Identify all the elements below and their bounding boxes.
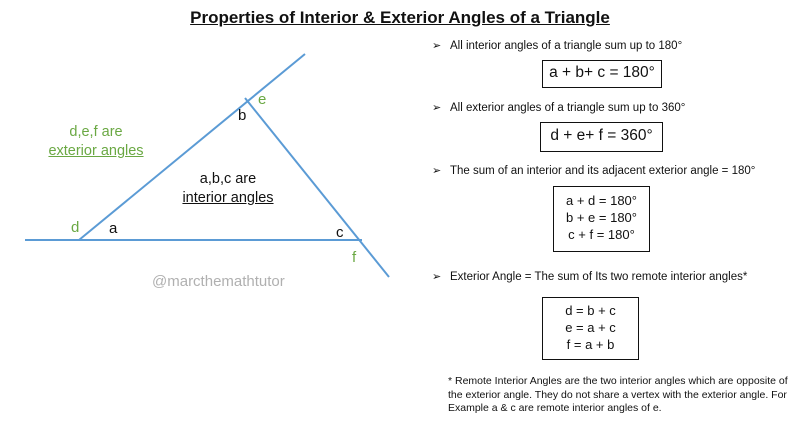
arrow-bullet-icon: ➢ <box>432 40 442 52</box>
interior-note-line2: interior angles <box>182 190 274 206</box>
footnote: * Remote Interior Angles are the two interior angles which are opposite of the exterior angle. They do not share a vertex with the exterior angle. For Example a & c are remote interior angles of e. <box>448 375 788 414</box>
angle-b-label: b <box>238 107 247 124</box>
angle-f-label: f <box>352 249 357 266</box>
formula-line: d + e+ f = 360° <box>550 127 653 144</box>
interior-note-line1: a,b,c are <box>199 171 257 187</box>
angle-c-label: c <box>336 224 344 241</box>
formula-box-1 <box>542 60 662 88</box>
arrow-bullet-icon: ➢ <box>432 102 442 114</box>
exterior-note-line2: exterior angles <box>48 143 144 159</box>
formula-line: e = a + c <box>565 320 616 335</box>
formula-box-4 <box>542 297 639 360</box>
property-1 <box>432 39 682 52</box>
formula-line: c + f = 180° <box>568 227 635 242</box>
formula-line: f = a + b <box>566 337 615 352</box>
angle-e-label: e <box>258 91 267 108</box>
property-4-text: Exterior Angle = The sum of Its two remote interior angles* <box>450 270 748 283</box>
property-2 <box>432 101 685 114</box>
formula-line: b + e = 180° <box>566 210 637 225</box>
interior-angles-note <box>170 170 286 208</box>
angle-a-label: a <box>109 220 118 237</box>
property-3-text: The sum of an interior and its adjacent exterior angle = 180° <box>450 164 756 177</box>
property-3 <box>432 164 755 177</box>
watermark-text: @marcthemathtutor <box>152 273 285 290</box>
formula-line: d = b + c <box>565 303 616 318</box>
angle-d-label: d <box>71 219 80 236</box>
formula-line: a + b+ c = 180° <box>549 64 655 81</box>
property-1-text: All interior angles of a triangle sum up to 180° <box>450 39 683 52</box>
formula-box-3 <box>553 186 650 252</box>
page-title: Properties of Interior & Exterior Angles of a Triangle <box>190 8 610 27</box>
formula-box-2 <box>540 122 663 152</box>
property-4 <box>432 270 747 283</box>
arrow-bullet-icon: ➢ <box>432 271 442 283</box>
exterior-note-line1: d,e,f are <box>69 124 123 140</box>
property-2-text: All exterior angles of a triangle sum up to 360° <box>450 101 686 114</box>
arrow-bullet-icon: ➢ <box>432 165 442 177</box>
formula-line: a + d = 180° <box>566 193 637 208</box>
exterior-angles-note <box>41 123 151 161</box>
